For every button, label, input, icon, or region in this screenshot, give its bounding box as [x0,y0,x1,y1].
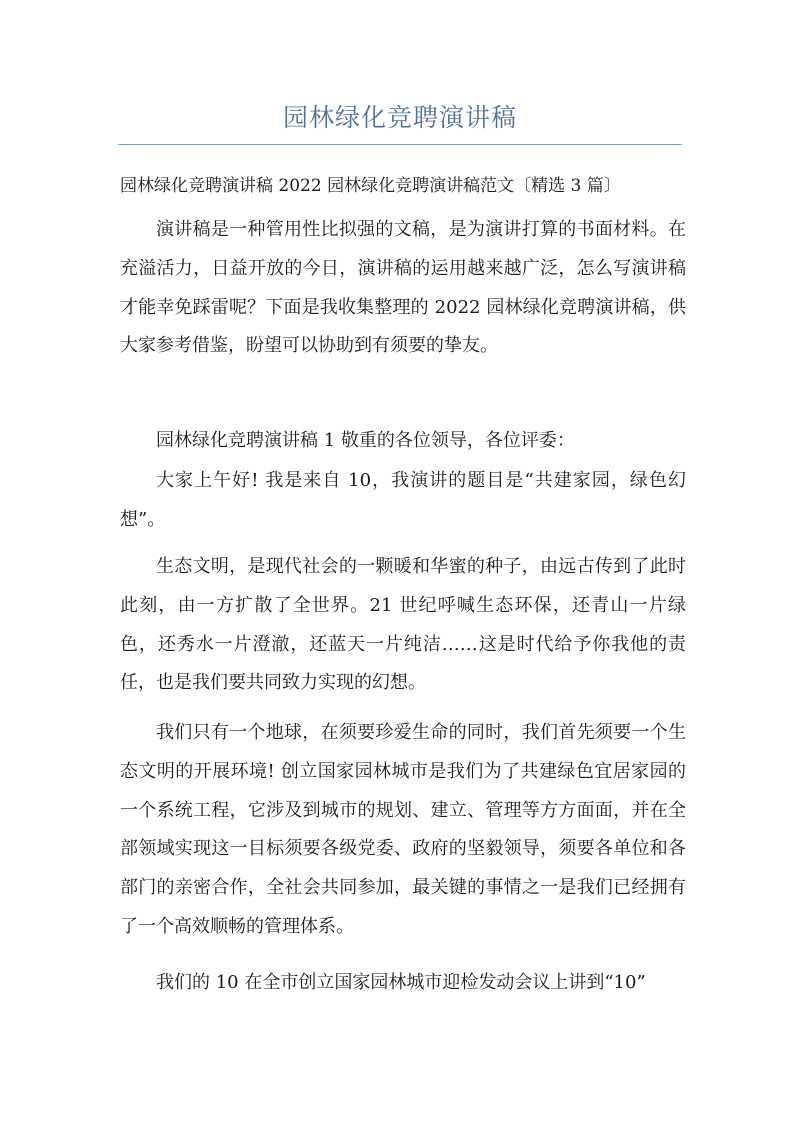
paragraph-greeting: 大家上午好! 我是来自 10，我演讲的题目是“共建家园，绿色幻想”。 [120,470,686,530]
paragraph-opening: 园林绿化竞聘演讲稿 1 敬重的各位领导，各位评委： [156,430,575,451]
paragraph-intro: 演讲稿是一种管用性比拟强的文稿，是为演讲打算的书面材料。在充溢活力，日益开放的今日，演讲稿的运用越来越广泛，怎么写演讲稿才能幸免踩雷呢？下面是我收集整理的 2022 园林绿化竞聘演讲稿，供大家参考借鉴，盼望可以协助到有须要的挚友。 [120,219,686,357]
document-subtitle: 园林绿化竞聘演讲稿 2022 园林绿化竞聘演讲稿范文〔精选 3 篇〕 [120,176,621,196]
paragraph-mobilization-meeting: 我们的 10 在全市创立国家园林城市迎检发动会议上讲到“10” [156,972,646,993]
document-title: 园林绿化竞聘演讲稿 [282,103,517,132]
title-divider [118,144,682,145]
paragraph-ecological-civilization: 生态文明，是现代社会的一颗暖和华蜜的种子，由远古传到了此时此刻，由一方扩散了全世界。21 世纪呼喊生态环保，还青山一片绿色，还秀水一片澄澈，还蓝天一片纯洁……这是时代给予你我他的责任，也是我们要共同致力实现的幻想。 [120,556,686,694]
paragraph-one-earth: 我们只有一个地球，在须要珍爱生命的同时，我们首先须要一个生态文明的开展环境! 创立国家园林城市是我们为了共建绿色宜居家园的一个系统工程，它涉及到城市的规划、建立、管理等方方面面，并在全部领域实现这一目标须要各级党委、政府的坚毅领导，须要各单位和各部门的亲密合作，全社会共同参加，最关键的事情之一是我们已经拥有了一个高效顺畅的管理体系。 [120,722,686,937]
